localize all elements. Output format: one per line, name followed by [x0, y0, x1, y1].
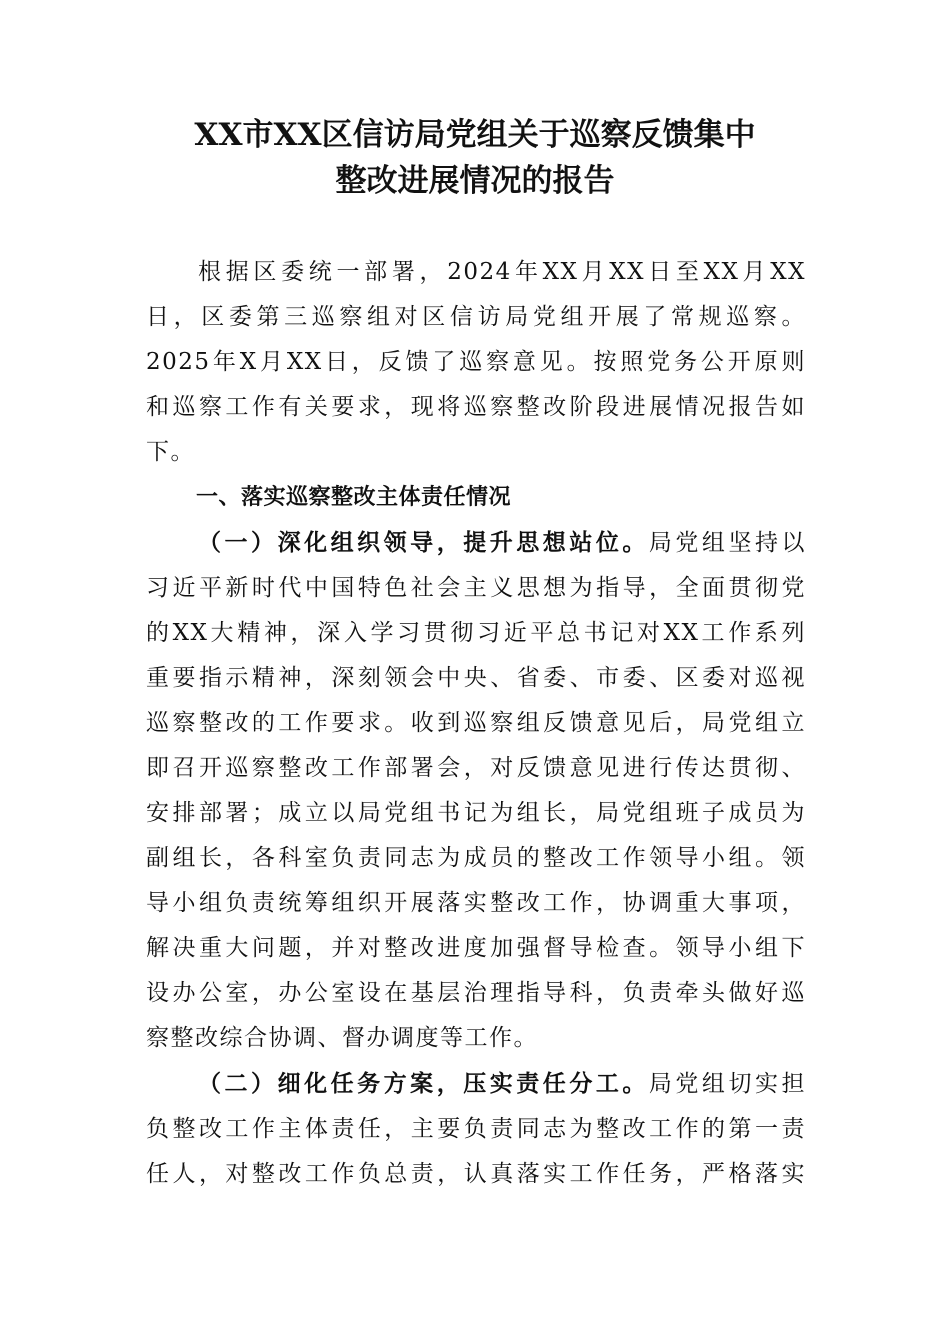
subsection-1-line: 即召开巡察整改工作部署会，对反馈意见进行传达贯彻、	[146, 755, 806, 781]
subsection-2-line: 负整改工作主体责任，主要负责同志为整改工作的第一责	[146, 1116, 806, 1142]
subsection-1-paragraph	[146, 520, 806, 1061]
subsection-1-line: 重要指示精神，深刻领会中央、省委、市委、区委对巡视	[146, 665, 806, 691]
subsection-1-lead: （一）深化组织领导，提升思想站位。	[198, 529, 649, 556]
subsection-2-first-line	[146, 1061, 806, 1107]
subsection-1-first-rest: 局党组坚持以	[648, 530, 807, 556]
subsection-1-first-line	[146, 520, 806, 566]
intro-line-5: 下。	[146, 439, 195, 465]
subsection-2-first-rest: 局党组切实担	[648, 1071, 807, 1097]
subsection-1-line: 导小组负责统筹组织开展落实整改工作，协调重大事项，	[146, 890, 806, 916]
intro-line-4: 和巡察工作有关要求，现将巡察整改阶段进展情况报告如	[146, 394, 806, 420]
subsection-1-line: 的XX大精神，深入学习贯彻习近平总书记对XX工作系列	[146, 620, 806, 646]
intro-line-2: 日，区委第三巡察组对区信访局党组开展了常规巡察。	[146, 304, 806, 330]
subsection-2-lead: （二）细化任务方案，压实责任分工。	[198, 1070, 649, 1097]
subsection-1-line: 设办公室，办公室设在基层治理指导科，负责牵头做好巡	[146, 980, 806, 1006]
subsection-1-line: 察整改综合协调、督办调度等工作。	[146, 1025, 538, 1051]
section-heading-1: 一、落实巡察整改主体责任情况	[196, 485, 512, 510]
intro-line-1: 根据区委统一部署，2024年XX月XX日至XX月XX	[198, 259, 806, 285]
intro-line-3: 2025年X月XX日，反馈了巡察意见。按照党务公开原则	[146, 349, 806, 375]
title-line-1: XX市XX区信访局党组关于巡察反馈集中	[194, 117, 756, 153]
subsection-2-paragraph	[146, 1061, 806, 1197]
subsection-1-line: 副组长，各科室负责同志为成员的整改工作领导小组。领	[146, 845, 806, 871]
subsection-1-line: 巡察整改的工作要求。收到巡察组反馈意见后，局党组立	[146, 710, 806, 736]
document-body	[146, 250, 806, 1197]
subsection-1-line: 解决重大问题，并对整改进度加强督导检查。领导小组下	[146, 935, 806, 961]
subsection-1-line: 习近平新时代中国特色社会主义思想为指导，全面贯彻党	[146, 575, 806, 601]
title-line-2: 整改进展情况的报告	[335, 163, 615, 199]
document-title	[140, 112, 810, 204]
subsection-2-line: 任人，对整改工作负总责，认真落实工作任务，严格落实	[146, 1161, 806, 1187]
intro-paragraph	[146, 250, 806, 475]
subsection-1-line: 安排部署；成立以局党组书记为组长，局党组班子成员为	[146, 800, 806, 826]
